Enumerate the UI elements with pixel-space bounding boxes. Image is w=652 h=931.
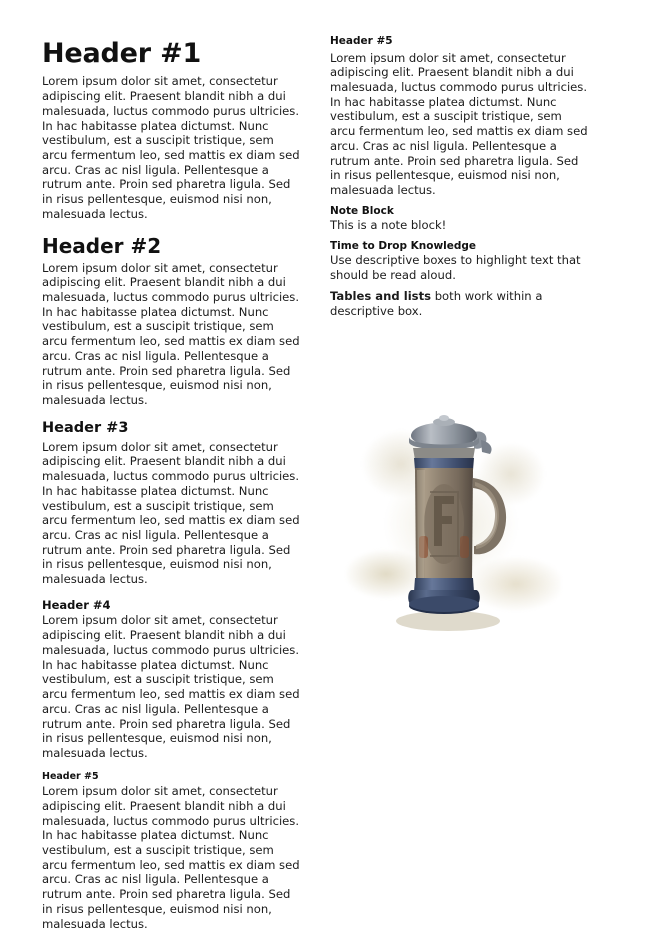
heading-5: Header #5	[42, 770, 99, 782]
paragraph-1: Lorem ipsum dolor sit amet, consectetur adipiscing elit. Praesent blandit nibh a dui malesuada, luctus commodo purus ultricies. In hac habitasse platea dictumst. Nunc vestibulum, est a suscipit tristique, sem arcu fermentum leo, sed mattis ex diam sed arcu. Cras ac nisl ligula. Pellentesque a rutrum ante. Proin sed pharetra ligula. Sed in risus pellentesque, euismod nisi non, malesuada lectus.	[42, 74, 300, 221]
heading-2: Header #2	[42, 233, 162, 258]
tables-and-lists-bold: Tables and lists	[330, 288, 432, 303]
right-column	[328, 36, 590, 674]
note-block-text: This is a note block!	[330, 217, 447, 232]
right-heading-5: Header #5	[330, 35, 393, 47]
paragraph-2: Lorem ipsum dolor sit amet, consectetur adipiscing elit. Praesent blandit nibh a dui malesuada, luctus commodo purus ultricies. In hac habitasse platea dictumst. Nunc vestibulum, est a suscipit tristique, sem arcu fermentum leo, sed mattis ex diam sed arcu. Cras ac nisl ligula. Pellentesque a rutrum ante. Proin sed pharetra ligula. Sed in risus pellentesque, euismod nisi non, malesuada lectus.	[42, 260, 300, 407]
right-paragraph: Lorem ipsum dolor sit amet, consectetur adipiscing elit. Praesent blandit nibh a dui malesuada, luctus commodo purus ultricies. In hac habitasse platea dictumst. Nunc vestibulum, est a suscipit tristique, sem arcu fermentum leo, sed mattis ex diam sed arcu. Cras ac nisl ligula. Pellentesque a rutrum ante. Proin sed pharetra ligula. Sed in risus pellentesque, euismod nisi non, malesuada lectus.	[330, 50, 588, 198]
two-column-layout	[40, 36, 612, 931]
page-title: Header #1	[42, 38, 202, 69]
left-column	[40, 36, 302, 931]
tables-and-lists-line	[330, 289, 590, 318]
paragraph-5: Lorem ipsum dolor sit amet, consectetur adipiscing elit. Praesent blandit nibh a dui malesuada, luctus commodo purus ultricies. In hac habitasse platea dictumst. Nunc vestibulum, est a suscipit tristique, sem arcu fermentum leo, sed mattis ex diam sed arcu. Cras ac nisl ligula. Pellentesque a rutrum ante. Proin sed pharetra ligula. Sed in risus pellentesque, euismod nisi non, malesuada lectus.	[42, 784, 300, 931]
beer-stein-icon	[386, 396, 526, 646]
note-block-title: Note Block	[330, 204, 394, 217]
drop-block-title: Time to Drop Knowledge	[330, 240, 477, 253]
paragraph-3: Lorem ipsum dolor sit amet, consectetur adipiscing elit. Praesent blandit nibh a dui malesuada, luctus commodo purus ultricies. In hac habitasse platea dictumst. Nunc vestibulum, est a suscipit tristique, sem arcu fermentum leo, sed mattis ex diam sed arcu. Cras ac nisl ligula. Pellentesque a rutrum ante. Proin sed pharetra ligula. Sed in risus pellentesque, euismod nisi non, malesuada lectus.	[42, 439, 300, 587]
heading-3: Header #3	[42, 419, 129, 436]
beer-stein-illustration	[328, 374, 590, 674]
heading-4: Header #4	[42, 597, 111, 612]
paragraph-4: Lorem ipsum dolor sit amet, consectetur adipiscing elit. Praesent blandit nibh a dui malesuada, luctus commodo purus ultricies. In hac habitasse platea dictumst. Nunc vestibulum, est a suscipit tristique, sem arcu fermentum leo, sed mattis ex diam sed arcu. Cras ac nisl ligula. Pellentesque a rutrum ante. Proin sed pharetra ligula. Sed in risus pellentesque, euismod nisi non, malesuada lectus.	[42, 613, 300, 760]
drop-block-text: Use descriptive boxes to highlight text that should be read aloud.	[330, 253, 581, 283]
tables-and-lists-rest: both work within a descriptive box.	[330, 288, 543, 318]
